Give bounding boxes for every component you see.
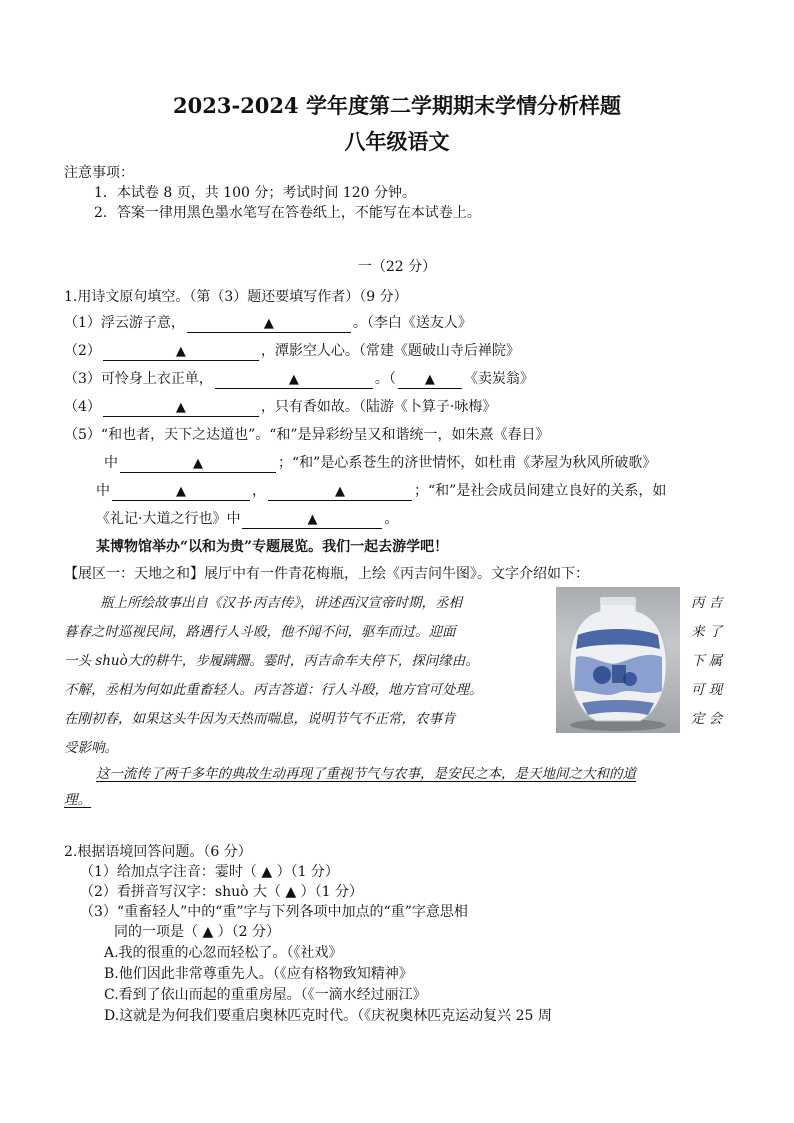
q1-item-1-blank[interactable] (187, 315, 351, 333)
q1-item-5-line-1: （5）“和也者，天下之达道也”。“和”是异彩纷呈又和谐统一，如朱熹《春日》 (64, 427, 550, 443)
zone-1-text-line-4-right: 可 现 (691, 682, 723, 698)
q1-item-3-mid: 。（ (374, 371, 396, 387)
q1-item-5-l2-pre: 中 (104, 455, 118, 471)
q2-stem: 2.根据语境回答问题。（6 分） (64, 844, 252, 860)
vase-illustration (556, 587, 680, 733)
q1-item-5-blank-2[interactable] (112, 483, 250, 501)
zone-1-underlined-1: 这一流传了两千多年的典故生动再现了重视节气与农事，是安民之本，是天地间之大和的道 (96, 766, 636, 782)
zone-1-text-line-2: 暮春之时巡视民间，路遇行人斗殴，他不闻不问，驱车而过。迎面 (64, 624, 456, 640)
blank-mark: ▲ (288, 372, 299, 387)
q2-option-d: D.这就是为何我们要重启奥林匹克时代。（《庆祝奥林匹克运动复兴 25 周 (104, 1008, 552, 1024)
q1-item-2-pre: （2） (64, 343, 101, 359)
zone-1-underlined-2: 理。 (64, 792, 91, 808)
museum-intro: 某博物馆举办“以和为贵”专题展览。我们一起去游学吧！ (96, 539, 449, 555)
exam-subtitle: 八年级语文 (344, 129, 450, 154)
q1-item-3-blank[interactable] (215, 371, 373, 389)
q1-item-3-post: 《卖炭翁》 (463, 371, 534, 387)
zone-1-text-line-4: 不解，丞相为何如此重畜轻人。丙吉答道：行人斗殴，地方官可处理。 (64, 682, 483, 698)
q1-item-4 (64, 397, 496, 417)
blank-mark: ▲ (263, 316, 274, 331)
q1-item-4-pre: （4） (64, 399, 101, 415)
museum-zone-1: 【展区一：天地之和】展厅中有一件青花梅瓶，上绘《丙吉问牛图》。文字介绍如下： (64, 566, 589, 582)
q2-option-c: C.看到了依山而起的重重房屋。（《一滴水经过丽江》 (104, 987, 427, 1003)
q1-item-3-author-blank[interactable] (398, 371, 462, 389)
notes-item-1: 1．本试卷 8 页，共 100 分；考试时间 120 分钟。 (94, 185, 416, 201)
q1-item-1-pre: （1）浮云游子意， (64, 315, 185, 331)
q1-item-5-line-3 (96, 481, 666, 501)
blank-mark: ▲ (175, 400, 186, 415)
q1-item-5-l3-mid: ， (252, 483, 266, 499)
blank-mark: ▲ (175, 344, 186, 359)
q1-item-5-blank-4[interactable] (242, 511, 382, 529)
q1-item-5-blank-3[interactable] (268, 483, 412, 501)
q2-sub-3-line-1: （3）“重畜轻人”中的“重”字与下列各项中加点的“重”字意思相 (80, 904, 468, 920)
q2-sub-3-line-2: 同的一项是（ ▲ ）（2 分） (114, 924, 281, 940)
q1-item-5-l4-post: 。 (384, 511, 399, 527)
q1-item-5-l2-mid: ；“和”是心系苍生的济世情怀，如杜甫《茅屋为秋风所破歌》 (278, 455, 657, 471)
exam-title: 2023-2024 学年度第二学期期末学情分析样题 (173, 93, 621, 118)
zone-1-text-line-3: 一头 shuò大的耕牛，步履蹒跚。霎时，丙吉命车夫停下，探问缘由。 (64, 653, 479, 669)
notes-heading: 注意事项： (64, 165, 134, 181)
q1-item-5-l3-post: ；“和”是社会成员间建立良好的关系，如 (414, 483, 667, 499)
q1-item-5-l3-pre: 中 (96, 483, 110, 499)
q1-item-2 (64, 341, 520, 361)
blank-mark: ▲ (307, 512, 318, 527)
q1-item-5-blank-1[interactable] (120, 455, 276, 473)
blank-mark: ▲ (335, 484, 345, 499)
q1-item-3-pre: （3）可怜身上衣正单， (64, 371, 213, 387)
section-label: 一（22 分） (357, 259, 437, 275)
q1-item-4-post: ，只有香如故。（陆游《卜算子·咏梅》 (260, 399, 497, 415)
notes-item-2: 2．答案一律用黑色墨水笔写在答卷纸上，不能写在本试卷上。 (94, 205, 481, 221)
blank-mark: ▲ (193, 456, 203, 471)
q1-item-5-l4-pre: 《礼记·大道之行也》中 (96, 511, 241, 527)
zone-1-text-line-1-right: 丙 吉 (691, 595, 723, 611)
q2-sub-2: （2）看拼音写汉字：shuò 大（ ▲ ）（1 分） (80, 884, 364, 900)
q2-sub-1: （1）给加点字注音：霎时（ ▲ ）（1 分） (80, 864, 339, 880)
q1-item-2-blank[interactable] (103, 343, 259, 361)
zone-1-text-line-5-right: 定 会 (691, 711, 723, 727)
q1-item-4-blank[interactable] (103, 399, 259, 417)
zone-1-text-line-3-right: 下 属 (691, 653, 723, 669)
q1-item-5-line-4 (96, 509, 398, 529)
q1-item-1-post: 。（李白《送友人》 (352, 315, 472, 331)
q1-item-5-line-2 (104, 453, 656, 473)
zone-1-text-line-5: 在刚初春，如果这头牛因为天热而喘息，说明节气不正常，农事肯 (64, 711, 456, 727)
q1-stem: 1.用诗文原句填空。（第（3）题还要填写作者）（9 分） (64, 289, 408, 305)
q1-item-2-post: ，潭影空人心。（常建《题破山寺后禅院》 (260, 343, 520, 359)
q1-item-1 (64, 313, 472, 333)
q1-item-3 (64, 369, 534, 389)
blank-mark: ▲ (424, 372, 435, 387)
zone-1-text-end: 受影响。 (64, 740, 118, 756)
blue-white-vase-photo (556, 587, 680, 733)
zone-1-text-line-1: 瓶上所绘故事出自《汉书·丙吉传》，讲述西汉宣帝时期，丞相 (100, 595, 463, 611)
q2-option-a: A.我的很重的心忽而轻松了。（《社戏》 (104, 945, 343, 961)
blank-mark: ▲ (176, 484, 186, 499)
q2-option-b: B.他们因此非常尊重先人。（《应有格物致知精神》 (104, 966, 413, 982)
zone-1-text-line-2-right: 来 了 (691, 624, 723, 640)
